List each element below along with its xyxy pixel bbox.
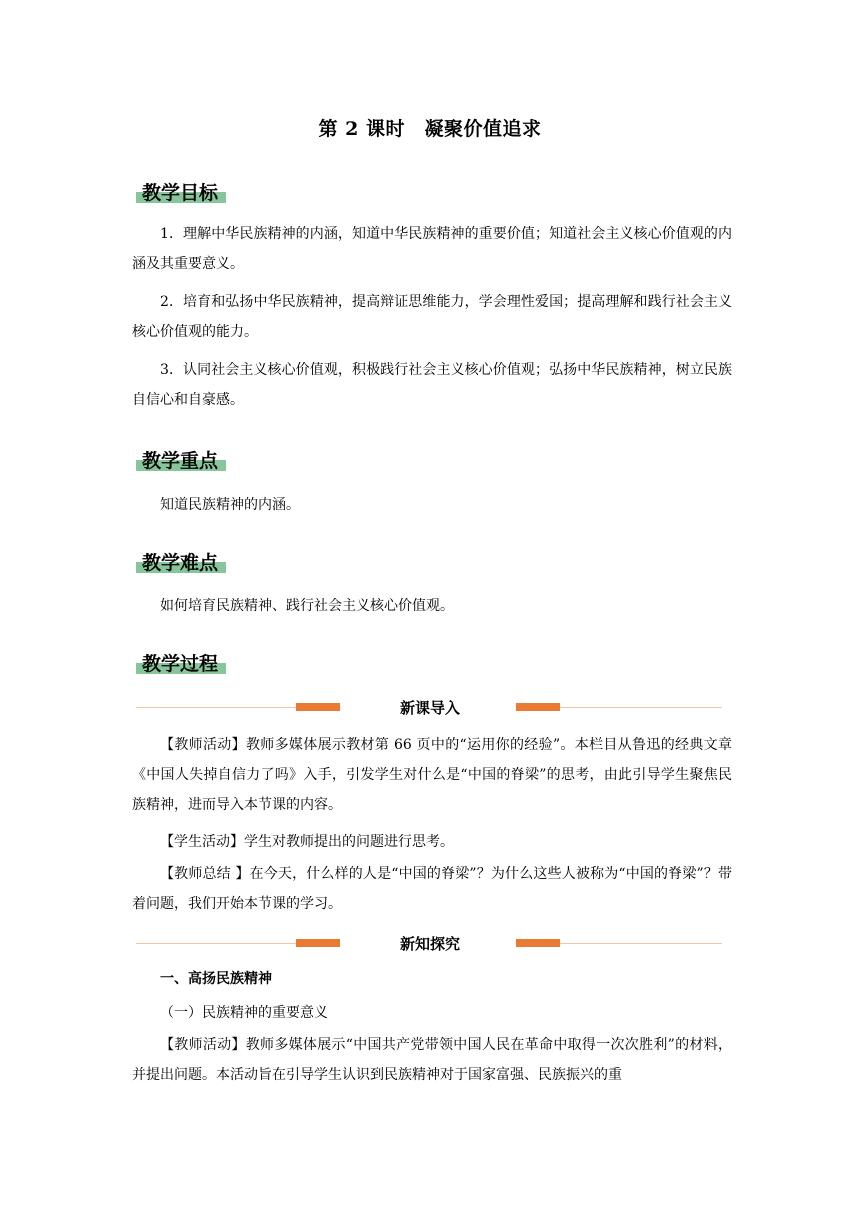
subheading: 一、高扬民族精神 xyxy=(160,971,272,987)
page-title: 第 2 课时 凝聚价值追求 xyxy=(318,118,542,140)
section-heading-label: 教学过程 xyxy=(142,653,219,675)
goal-item-1: 1．理解中华民族精神的内涵，知道中华民族精神的重要价值；知道社会主义核心价值观的内涵及其重要意义。 xyxy=(132,226,732,272)
divider-line xyxy=(560,943,722,944)
intro-paragraph-3: 【教师总结 】在今天，什么样的人是“中国的脊梁”？为什么这些人被称为“中国的脊梁”？带着问题，我们开始本节课的学习。 xyxy=(132,866,732,912)
difficulty-text: 如何培育民族精神、践行社会主义核心价值观。 xyxy=(160,598,454,614)
divider-block xyxy=(516,703,560,711)
divider-line xyxy=(560,707,722,708)
section-heading-label: 教学目标 xyxy=(142,182,219,204)
section-heading-label: 教学难点 xyxy=(142,552,219,574)
divider-intro xyxy=(136,697,722,719)
divider-label: 新课导入 xyxy=(399,699,460,717)
sub-subheading: （一）民族精神的重要意义 xyxy=(160,1005,328,1021)
key-point-text: 知道民族精神的内涵。 xyxy=(160,497,300,513)
section-heading-goals xyxy=(136,178,226,204)
explore-paragraph-1: 【教师活动】教师多媒体展示“中国共产党带领中国人民在革命中取得一次次胜利”的材料，并提出问题。本活动旨在引导学生认识到民族精神对于国家富强、民族振兴的重 xyxy=(132,1037,732,1083)
goal-item-3: 3．认同社会主义核心价值观，积极践行社会主义核心价值观；弘扬中华民族精神，树立民族自信心和自豪感。 xyxy=(132,362,732,408)
divider-block xyxy=(296,939,340,947)
section-heading-process xyxy=(136,649,226,675)
section-heading-difficulty xyxy=(136,548,226,574)
section-heading-label: 教学重点 xyxy=(142,450,219,472)
goal-item-2: 2．培育和弘扬中华民族精神，提高辩证思维能力，学会理性爱国；提高理解和践行社会主义核心价值观的能力。 xyxy=(132,294,732,340)
divider-block xyxy=(296,703,340,711)
divider-explore xyxy=(136,933,722,955)
divider-line xyxy=(136,707,296,708)
divider-line xyxy=(136,943,296,944)
intro-paragraph-2: 【学生活动】学生对教师提出的问题进行思考。 xyxy=(160,834,454,850)
divider-block xyxy=(516,939,560,947)
section-heading-key-point xyxy=(136,446,226,472)
intro-paragraph-1: 【教师活动】教师多媒体展示教材第 66 页中的“运用你的经验”。本栏目从鲁迅的经典文章《中国人失掉自信力了吗》入手，引发学生对什么是“中国的脊梁”的思考，由此引导学生聚焦民族精神，进而导入本节课的内容。 xyxy=(132,737,732,813)
divider-label: 新知探究 xyxy=(399,935,460,953)
